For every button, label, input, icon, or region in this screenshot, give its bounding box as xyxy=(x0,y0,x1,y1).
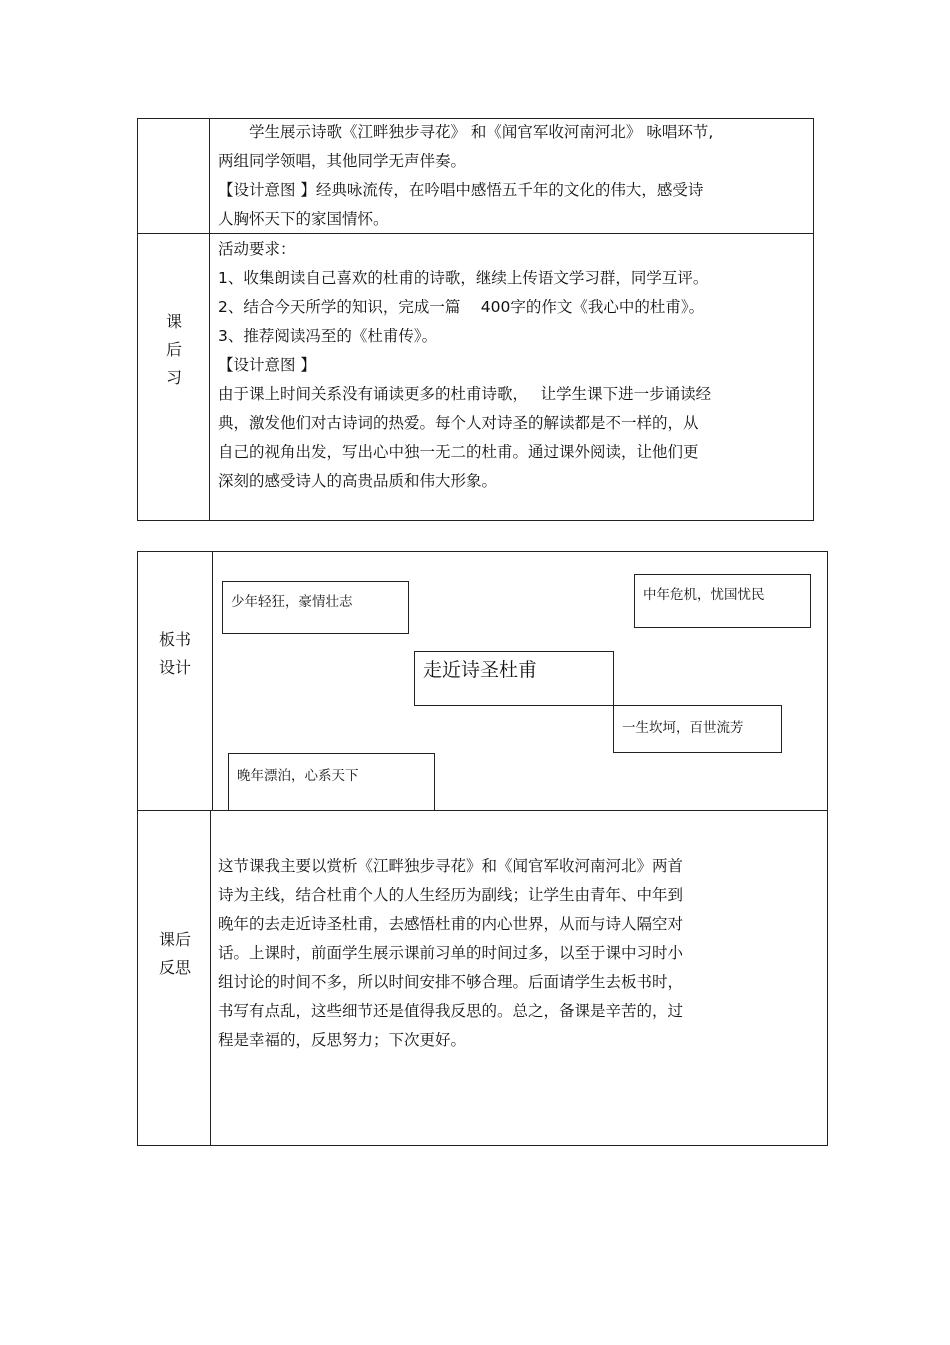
board-box-youth xyxy=(222,581,409,634)
table-1-column-divider xyxy=(209,118,210,521)
label-char: 课 xyxy=(165,312,182,331)
reflection-line: 诗为主线，结合杜甫个人的人生经历为副线；让学生由青年、中年到 xyxy=(218,886,684,904)
reflection-line: 话。上课时，前面学生展示课前习单的时间过多，以至于课中习时小 xyxy=(218,944,684,962)
board-title-text: 走近诗圣杜甫 xyxy=(423,659,538,681)
reflection-paragraph xyxy=(218,852,683,1055)
homework-line: 1、收集朗读自己喜欢的杜甫的诗歌，继续上传语文学习群，同学互评。 xyxy=(218,269,709,287)
activity-line: 两组同学领唱，其他同学无声伴奏。 xyxy=(218,152,467,170)
board-box-text: 一生坎坷，百世流芳 xyxy=(622,720,744,736)
label-char: 后 xyxy=(165,340,182,359)
reflection-line: 组讨论的时间不多，所以时间安排不够合理。后面请学生去板书时， xyxy=(218,973,684,991)
homework-line: 深刻的感受诗人的高贵品质和伟大形象。 xyxy=(218,472,498,490)
table-2-column-divider-top xyxy=(212,551,213,811)
label-line: 设计 xyxy=(158,658,191,677)
board-box-text: 中年危机，忧国忧民 xyxy=(643,587,765,603)
board-box-text: 晚年漂泊，心系天下 xyxy=(237,768,359,784)
label-line: 板书 xyxy=(158,630,191,649)
reflection-label xyxy=(140,926,210,982)
reflection-line: 书写有点乱，这些细节还是值得我反思的。总之，备课是辛苦的，过 xyxy=(218,1002,684,1020)
design-intent-line: 人胸怀天下的家国情怀。 xyxy=(218,210,389,228)
homework-paragraph xyxy=(218,235,711,496)
board-box-late xyxy=(228,753,435,811)
label-line: 课后 xyxy=(158,930,191,949)
homework-line: 【设计意图 】 xyxy=(218,356,316,374)
reflection-line: 程是幸福的，反思努力；下次更好。 xyxy=(218,1031,467,1049)
table-1-border-right xyxy=(813,118,814,521)
board-box-life xyxy=(613,705,782,753)
homework-line: 典，激发他们对古诗词的热爱。每个人对诗圣的解读都是不一样的，从 xyxy=(218,414,699,432)
label-char: 习 xyxy=(165,368,182,387)
design-intent-line: 【设计意图 】经典咏流传，在吟唱中感悟五千年的文化的伟大，感受诗 xyxy=(218,181,704,199)
homework-line: 3、推荐阅读冯至的《杜甫传》。 xyxy=(218,327,438,345)
table-1-border-bottom xyxy=(137,520,814,521)
activity-line: 学生展示诗歌《江畔独步寻花》 和《闻官军收河南河北》 咏唱环节, xyxy=(218,123,714,141)
reflection-line: 晚年的去走近诗圣杜甫，去感悟杜甫的内心世界，从而与诗人隔空对 xyxy=(218,915,684,933)
table-2-border-bottom xyxy=(137,1145,828,1146)
table-2-border-top xyxy=(137,551,828,552)
activity-paragraph xyxy=(218,118,713,234)
table-2-border-left xyxy=(137,551,138,1146)
homework-line: 2、结合今天所学的知识，完成一篇 400字的作文《我心中的杜甫》。 xyxy=(218,298,705,316)
reflection-line: 这节课我主要以赏析《江畔独步寻花》和《闻官军收河南河北》两首 xyxy=(218,857,684,875)
table-2-border-right xyxy=(827,551,828,1146)
board-box-center-title xyxy=(414,651,614,706)
table-1-border-left xyxy=(137,118,138,521)
board-design-label xyxy=(140,626,210,682)
after-class-label xyxy=(140,308,208,392)
homework-line: 自己的视角出发，写出心中独一无二的杜甫。通过课外阅读，让他们更 xyxy=(218,443,699,461)
board-box-text: 少年轻狂，豪情壮志 xyxy=(231,594,353,610)
homework-line: 由于课上时间关系没有诵读更多的杜甫诗歌， 让学生课下进一步诵读经 xyxy=(218,385,712,403)
board-box-midlife xyxy=(634,574,811,628)
table-2-column-divider-bottom xyxy=(210,810,211,1146)
label-line: 反思 xyxy=(158,958,191,977)
homework-line: 活动要求： xyxy=(218,240,296,258)
